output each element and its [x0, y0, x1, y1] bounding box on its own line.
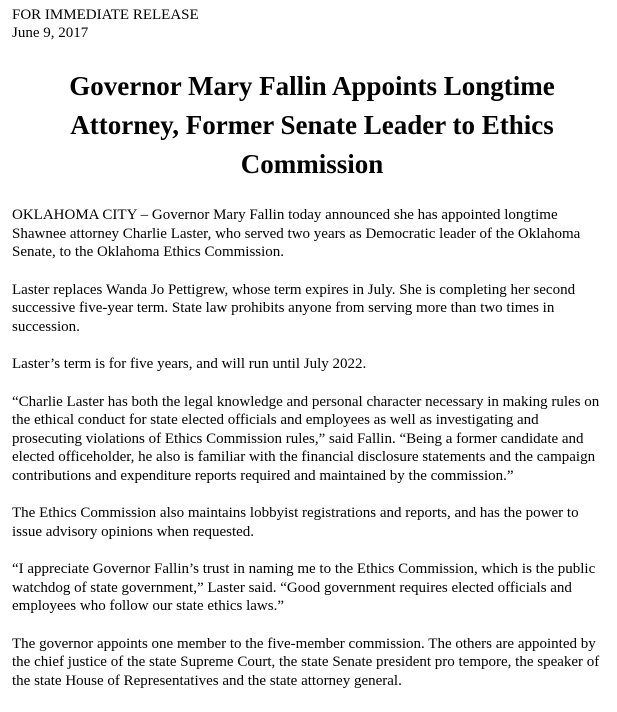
paragraph-term: Laster’s term is for five years, and will run until July 2022. — [12, 356, 367, 372]
paragraph-laster-quote: “I appreciate Governor Fallin’s trust in naming me to the Ethics Commission, which is the public watchdog of state government,” Laster said. “Good government requires elected officials and employees who follow our state ethics laws.” — [12, 561, 596, 614]
release-label: FOR IMMEDIATE RELEASE — [12, 7, 199, 23]
press-release-document — [12, 6, 612, 709]
release-date: June 9, 2017 — [12, 25, 89, 41]
paragraph-commission-duties: The Ethics Commission also maintains lobbyist registrations and reports, and has the power to issue advisory opinions when requested. — [12, 505, 579, 540]
paragraph-replacement: Laster replaces Wanda Jo Pettigrew, whose term expires in July. She is completing her second successive five-year term. State law prohibits anyone from serving more than two times in succession. — [12, 281, 576, 335]
paragraph-dateline: OKLAHOMA CITY – Governor Mary Fallin today announced she has appointed longtime Shawnee attorney Charlie Laster, who served two years as Democratic leader of the Oklahoma Senate, to the Oklahoma Ethics Commission. — [12, 207, 581, 260]
headline: Governor Mary Fallin Appoints Longtime Attorney, Former Senate Leader to Ethics Commission — [69, 71, 555, 179]
paragraph-appointments: The governor appoints one member to the five-member commission. The others are appointed by the chief justice of the state Supreme Court, the state Senate president pro tempore, the speaker of the state House of Representatives and the state attorney general. — [12, 635, 600, 689]
paragraph-fallin-quote: “Charlie Laster has both the legal knowledge and personal character necessary in making rules on the ethical conduct for state elected officials and employees as well as investigating and prosecuting violations of Ethics Commission rules,” said Fallin. “Being a former candidate and elected officeholder, he also is familiar with the financial disclosure statements and the campaign contributions and expenditure reports required and maintained by the commission.” — [12, 393, 600, 484]
